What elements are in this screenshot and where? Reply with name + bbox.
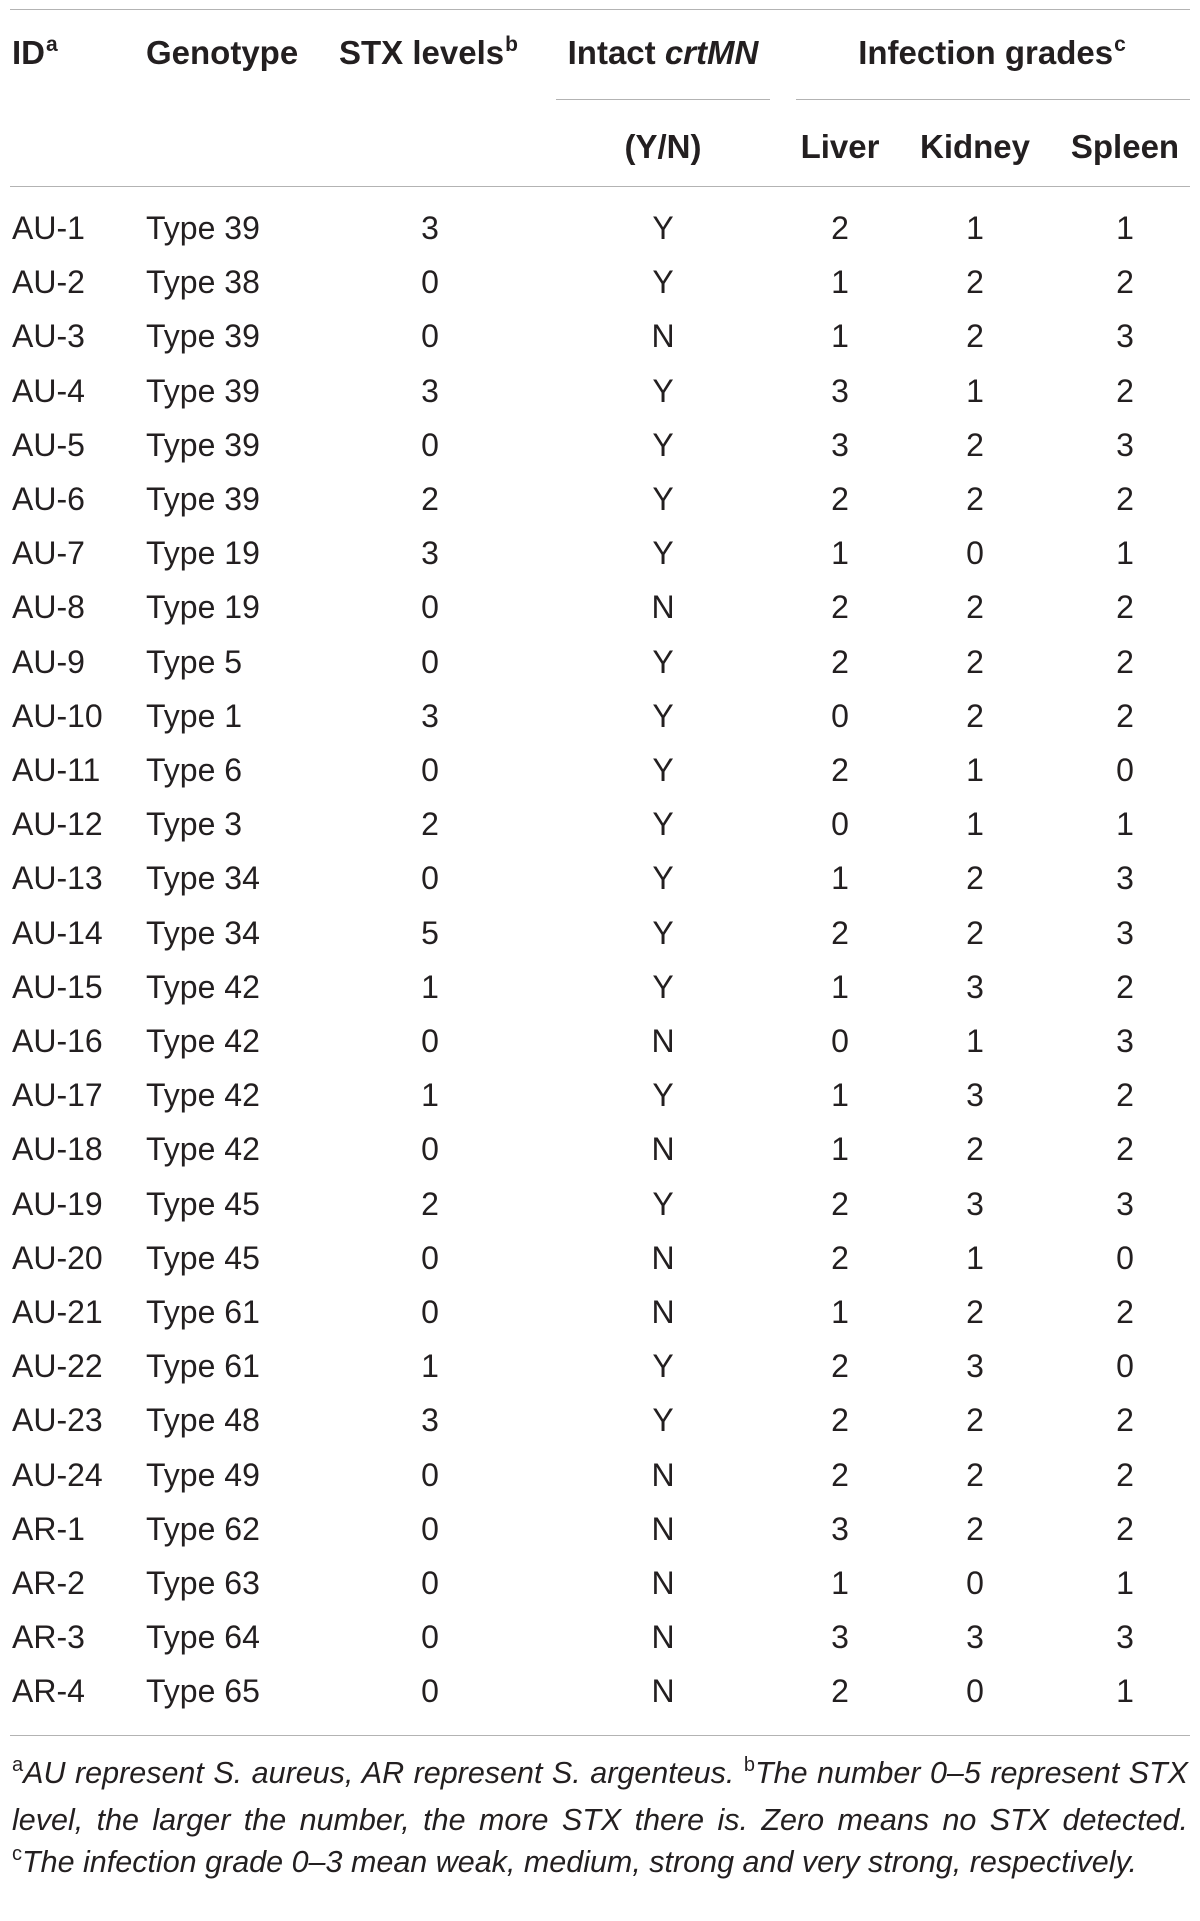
cell-kidney: 1 xyxy=(966,372,984,409)
cell-stx-level: 0 xyxy=(421,752,439,788)
cell-intact: N xyxy=(651,1294,675,1330)
cell-intact: Y xyxy=(652,535,674,572)
cell-stx-level: 3 xyxy=(421,210,439,246)
cell-id: AU-4 xyxy=(12,372,85,409)
cell-genotype: Type 39 xyxy=(146,318,260,355)
cell-id: AU-15 xyxy=(12,968,103,1005)
cell-liver: 2 xyxy=(831,210,849,246)
cell-liver: 2 xyxy=(831,1239,849,1276)
cell-spleen: 2 xyxy=(1116,1510,1134,1547)
cell-id: AU-10 xyxy=(12,697,103,734)
cell-genotype: Type 34 xyxy=(146,860,260,897)
cell-genotype: Type 61 xyxy=(146,1348,260,1385)
cell-kidney: 1 xyxy=(966,752,984,788)
cell-stx-level: 3 xyxy=(421,372,439,409)
cell-liver: 3 xyxy=(831,372,849,409)
cell-genotype: Type 39 xyxy=(146,210,260,246)
cell-intact: Y xyxy=(652,968,674,1005)
cell-liver: 1 xyxy=(831,1131,849,1168)
cell-genotype: Type 64 xyxy=(146,1619,260,1656)
cell-spleen: 3 xyxy=(1116,914,1134,951)
cell-stx-level: 0 xyxy=(421,1294,439,1330)
cell-intact: Y xyxy=(652,643,674,680)
cell-stx-level: 0 xyxy=(421,1673,439,1710)
cell-spleen: 2 xyxy=(1116,589,1134,626)
cell-id: AU-20 xyxy=(12,1239,103,1276)
cell-kidney: 2 xyxy=(966,481,984,517)
cell-kidney: 1 xyxy=(966,806,984,843)
cell-liver: 1 xyxy=(831,968,849,1005)
cell-genotype: Type 39 xyxy=(146,372,260,409)
cell-genotype: Type 3 xyxy=(146,806,243,843)
cell-liver: 2 xyxy=(831,1673,849,1710)
cell-stx-level: 0 xyxy=(421,1619,439,1656)
cell-kidney: 0 xyxy=(966,535,984,572)
cell-spleen: 2 xyxy=(1116,1131,1134,1168)
cell-intact: Y xyxy=(652,1402,674,1439)
cell-stx-level: 0 xyxy=(421,1565,439,1601)
intact-spanner-rule xyxy=(556,99,770,100)
cell-intact: Y xyxy=(652,1185,674,1222)
cell-spleen: 1 xyxy=(1116,1565,1134,1601)
cell-stx-level: 1 xyxy=(421,968,439,1005)
header-id: $ID^a$ xyxy=(12,33,58,71)
cell-kidney: 2 xyxy=(966,589,984,626)
cell-stx-level: 2 xyxy=(421,806,439,843)
cell-id: AU-19 xyxy=(12,1185,103,1222)
cell-kidney: 3 xyxy=(966,1619,984,1656)
cell-id: AU-18 xyxy=(12,1131,103,1168)
cell-id: AU-1 xyxy=(12,210,85,246)
cell-stx-level: 0 xyxy=(421,860,439,897)
cell-stx-level: 3 xyxy=(421,1402,439,1439)
cell-id: AR-1 xyxy=(12,1510,85,1547)
cell-liver: 0 xyxy=(831,1023,849,1059)
infection-spanner-rule xyxy=(796,99,1190,100)
cell-genotype: Type 63 xyxy=(146,1565,260,1601)
cell-stx-level: 0 xyxy=(421,1131,439,1168)
header-liver: Liver xyxy=(800,128,880,165)
cell-kidney: 2 xyxy=(966,1510,984,1547)
cell-liver: 1 xyxy=(831,535,849,572)
cell-liver: 1 xyxy=(831,1565,849,1601)
cell-kidney: 2 xyxy=(966,1402,984,1439)
header-genotype: Genotype xyxy=(146,34,299,71)
footnote-marker-b: b xyxy=(505,33,518,56)
cell-stx-level: 0 xyxy=(421,264,439,301)
cell-id: AU-13 xyxy=(12,860,103,897)
cell-genotype: Type 45 xyxy=(146,1185,260,1222)
cell-id: AU-16 xyxy=(12,1023,103,1059)
cell-id: AU-7 xyxy=(12,535,85,572)
cell-stx-level: 0 xyxy=(421,318,439,355)
cell-genotype: Type 1 xyxy=(146,697,243,734)
cell-intact: Y xyxy=(652,914,674,951)
cell-intact: Y xyxy=(652,481,674,517)
cell-kidney: 2 xyxy=(966,426,984,463)
cell-genotype: Type 42 xyxy=(146,1023,260,1059)
cell-liver: 2 xyxy=(831,1456,849,1493)
table-top-rule xyxy=(10,9,1190,10)
cell-spleen: 0 xyxy=(1116,752,1134,788)
cell-kidney: 2 xyxy=(966,1131,984,1168)
cell-stx-level: 0 xyxy=(421,643,439,680)
footnote-marker-a: a xyxy=(46,33,58,56)
cell-id: AU-14 xyxy=(12,914,103,951)
cell-liver: 2 xyxy=(831,752,849,788)
cell-kidney: 1 xyxy=(966,1023,984,1059)
cell-genotype: Type 19 xyxy=(146,589,260,626)
footnote-c-text: The infection grade 0–3 mean weak, medium, strong and very strong, respectively. xyxy=(22,1845,1137,1879)
cell-liver: 1 xyxy=(831,318,849,355)
cell-kidney: 2 xyxy=(966,860,984,897)
cell-genotype: Type 62 xyxy=(146,1510,260,1547)
footnote-b-mark: b xyxy=(743,1754,755,1776)
cell-liver: 2 xyxy=(831,481,849,517)
cell-liver: 0 xyxy=(831,697,849,734)
cell-stx-level: 2 xyxy=(421,481,439,517)
cell-spleen: 2 xyxy=(1116,481,1134,517)
cell-intact: N xyxy=(651,589,675,626)
cell-spleen: 2 xyxy=(1116,1402,1134,1439)
cell-liver: 2 xyxy=(831,1402,849,1439)
cell-spleen: 2 xyxy=(1116,1077,1134,1114)
cell-liver: 2 xyxy=(831,589,849,626)
cell-liver: 3 xyxy=(831,426,849,463)
header-stx-levels: STX levels$^b$ xyxy=(339,33,518,71)
footnote-a-mark: a xyxy=(12,1754,24,1776)
cell-spleen: 2 xyxy=(1116,1294,1134,1330)
cell-intact: N xyxy=(651,1239,675,1276)
cell-id: AU-21 xyxy=(12,1294,103,1330)
cell-id: AU-6 xyxy=(12,481,85,517)
cell-spleen: 2 xyxy=(1116,1456,1134,1493)
cell-genotype: Type 45 xyxy=(146,1239,260,1276)
cell-genotype: Type 61 xyxy=(146,1294,260,1330)
cell-stx-level: 2 xyxy=(421,1185,439,1222)
cell-genotype: Type 39 xyxy=(146,481,260,517)
footnote-marker-c: c xyxy=(1114,33,1126,56)
cell-stx-level: 0 xyxy=(421,1023,439,1059)
cell-intact: N xyxy=(651,1565,675,1601)
cell-spleen: 2 xyxy=(1116,697,1134,734)
cell-spleen: 0 xyxy=(1116,1239,1134,1276)
cell-genotype: Type 42 xyxy=(146,968,260,1005)
cell-kidney: 1 xyxy=(966,210,984,246)
footnote-b-text: The number 0–5 represent STX level, the larger the number, the more STX there is. Zero means no STX detected. xyxy=(12,1756,1188,1837)
cell-genotype: Type 42 xyxy=(146,1077,260,1114)
cell-liver: 3 xyxy=(831,1619,849,1656)
cell-id: AU-24 xyxy=(12,1456,103,1493)
cell-genotype: Type 65 xyxy=(146,1673,260,1710)
cell-spleen: 3 xyxy=(1116,318,1134,355)
cell-kidney: 2 xyxy=(966,318,984,355)
cell-intact: Y xyxy=(652,860,674,897)
cell-id: AR-2 xyxy=(12,1565,85,1601)
cell-stx-level: 3 xyxy=(421,535,439,572)
cell-genotype: Type 34 xyxy=(146,914,260,951)
cell-genotype: Type 39 xyxy=(146,426,260,463)
cell-kidney: 2 xyxy=(966,1294,984,1330)
cell-intact: Y xyxy=(652,426,674,463)
cell-stx-level: 0 xyxy=(421,1239,439,1276)
cell-kidney: 3 xyxy=(966,968,984,1005)
cell-id: AU-11 xyxy=(12,752,101,788)
cell-spleen: 2 xyxy=(1116,643,1134,680)
cell-stx-level: 5 xyxy=(421,914,439,951)
cell-genotype: Type 42 xyxy=(146,1131,260,1168)
cell-liver: 1 xyxy=(831,1077,849,1114)
cell-spleen: 1 xyxy=(1116,806,1134,843)
cell-intact: N xyxy=(651,1131,675,1168)
cell-id: AU-12 xyxy=(12,806,103,843)
cell-spleen: 3 xyxy=(1116,426,1134,463)
cell-id: AU-9 xyxy=(12,643,85,680)
cell-id: AR-3 xyxy=(12,1619,85,1656)
cell-kidney: 3 xyxy=(966,1348,984,1385)
cell-intact: Y xyxy=(652,1077,674,1114)
header-bottom-rule xyxy=(10,186,1190,187)
table-footnote xyxy=(12,1752,1188,1888)
footnote-a-text: AU represent S. aureus, AR represent S. argenteus. xyxy=(23,1756,744,1790)
cell-id: AU-5 xyxy=(12,426,85,463)
cell-spleen: 1 xyxy=(1116,535,1134,572)
cell-id: AU-8 xyxy=(12,589,85,626)
cell-id: AU-2 xyxy=(12,264,85,301)
header-yn: (Y/N) xyxy=(624,128,702,165)
cell-kidney: 0 xyxy=(966,1673,984,1710)
cell-spleen: 1 xyxy=(1116,210,1134,246)
cell-intact: Y xyxy=(652,806,674,843)
cell-kidney: 2 xyxy=(966,697,984,734)
cell-genotype: Type 5 xyxy=(146,643,243,680)
table-bottom-rule xyxy=(10,1735,1190,1736)
cell-genotype: Type 19 xyxy=(146,535,260,572)
cell-spleen: 3 xyxy=(1116,1023,1134,1059)
footnote-c-mark: c xyxy=(12,1843,22,1865)
cell-intact: Y xyxy=(652,752,674,788)
cell-intact: N xyxy=(651,1673,675,1710)
cell-id: AU-22 xyxy=(12,1348,103,1385)
cell-id: AU-3 xyxy=(12,318,85,355)
cell-liver: 3 xyxy=(831,1510,849,1547)
cell-id: AU-23 xyxy=(12,1402,103,1439)
header-intact-crtmn: Intact crtMN xyxy=(567,34,759,71)
cell-spleen: 2 xyxy=(1116,968,1134,1005)
cell-genotype: Type 6 xyxy=(146,752,243,788)
cell-kidney: 3 xyxy=(966,1185,984,1222)
cell-stx-level: 0 xyxy=(421,1510,439,1547)
cell-spleen: 2 xyxy=(1116,372,1134,409)
cell-kidney: 2 xyxy=(966,264,984,301)
cell-intact: Y xyxy=(652,1348,674,1385)
cell-spleen: 3 xyxy=(1116,1185,1134,1222)
cell-kidney: 2 xyxy=(966,1456,984,1493)
cell-intact: Y xyxy=(652,264,674,301)
cell-kidney: 0 xyxy=(966,1565,984,1601)
cell-id: AR-4 xyxy=(12,1673,85,1710)
cell-kidney: 2 xyxy=(966,643,984,680)
cell-liver: 2 xyxy=(831,1185,849,1222)
cell-genotype: Type 38 xyxy=(146,264,260,301)
cell-liver: 1 xyxy=(831,860,849,897)
cell-stx-level: 3 xyxy=(421,697,439,734)
cell-kidney: 3 xyxy=(966,1077,984,1114)
cell-intact: N xyxy=(651,1619,675,1656)
cell-spleen: 3 xyxy=(1116,860,1134,897)
cell-genotype: Type 48 xyxy=(146,1402,260,1439)
cell-genotype: Type 49 xyxy=(146,1456,260,1493)
cell-stx-level: 0 xyxy=(421,589,439,626)
cell-spleen: 3 xyxy=(1116,1619,1134,1656)
cell-intact: N xyxy=(651,1456,675,1493)
cell-stx-level: 1 xyxy=(421,1348,439,1385)
header-kidney: Kidney xyxy=(919,128,1031,165)
cell-stx-level: 0 xyxy=(421,1456,439,1493)
cell-liver: 2 xyxy=(831,914,849,951)
cell-intact: Y xyxy=(652,210,674,246)
cell-intact: N xyxy=(651,318,675,355)
cell-kidney: 2 xyxy=(966,914,984,951)
cell-kidney: 1 xyxy=(966,1239,984,1276)
cell-intact: Y xyxy=(652,372,674,409)
cell-spleen: 0 xyxy=(1116,1348,1134,1385)
cell-stx-level: 1 xyxy=(421,1077,439,1114)
cell-id: AU-17 xyxy=(12,1077,103,1114)
cell-intact: N xyxy=(651,1510,675,1547)
cell-spleen: 1 xyxy=(1116,1673,1134,1710)
cell-liver: 2 xyxy=(831,1348,849,1385)
cell-liver: 1 xyxy=(831,1294,849,1330)
header-spleen: Spleen xyxy=(1070,128,1180,165)
cell-spleen: 2 xyxy=(1116,264,1134,301)
cell-stx-level: 0 xyxy=(421,426,439,463)
cell-liver: 1 xyxy=(831,264,849,301)
cell-liver: 2 xyxy=(831,643,849,680)
cell-intact: N xyxy=(651,1023,675,1059)
cell-liver: 0 xyxy=(831,806,849,843)
cell-intact: Y xyxy=(652,697,674,734)
header-infection-grades: Infection grades$^c$ xyxy=(858,33,1126,71)
